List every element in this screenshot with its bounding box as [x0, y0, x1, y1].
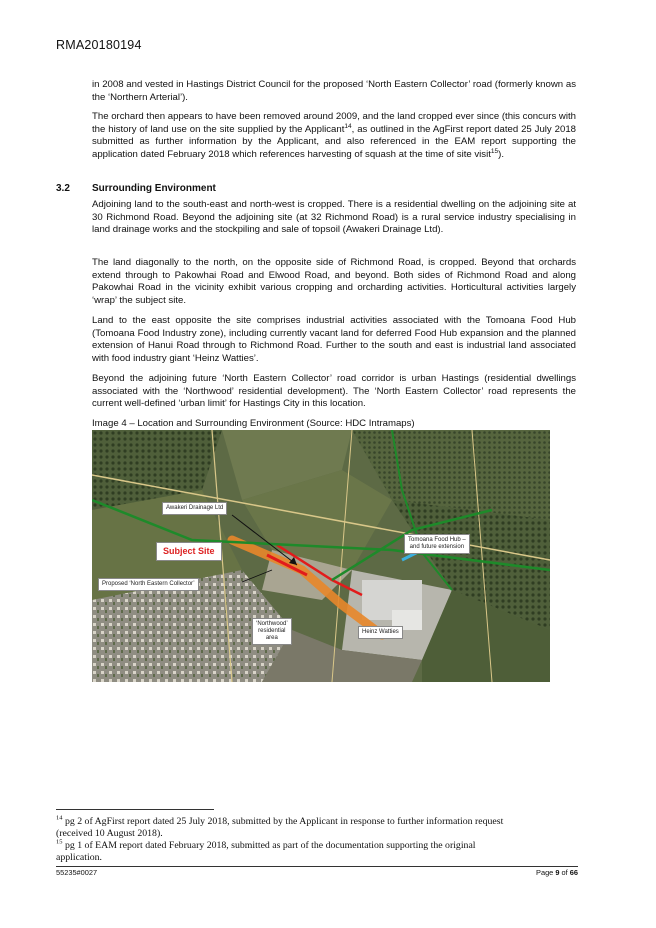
- label-tomoana-line-1: Tomoana Food Hub –: [408, 537, 466, 543]
- footer-page-of: of: [559, 868, 570, 877]
- footer-rule: [56, 866, 578, 867]
- paragraph-5: Land to the east opposite the site comprises industrial activities associated with the Tomoana Food Hub (Tomoana Food Industry zone), including currently vacant land for deferred Food Hub expansion and the planned extension of Hanui Road through to Richmond Road. Further to the south and east is industrial land associated with food industry giant ‘Heinz Watties’.: [92, 315, 576, 364]
- label-northwood-line-2: residential: [258, 628, 286, 634]
- paragraph-1: in 2008 and vested in Hastings District Council for the proposed ‘North Eastern Collector’ road (formerly known as the ‘Northern Arterial’).: [92, 79, 576, 103]
- label-tomoana-food-hub: [404, 534, 470, 554]
- footnote-ref-14: 14: [344, 122, 352, 130]
- document-reference: RMA20180194: [56, 38, 142, 52]
- footnote-separator: [56, 809, 214, 810]
- paragraph-2: [92, 111, 576, 161]
- footer-page-total: 66: [569, 868, 578, 877]
- footnote-15: [56, 840, 556, 864]
- paragraph-3: Adjoining land to the south-east and north-west is cropped. There is a residential dwelling on the adjoining site at 30 Richmond Road. Beyond the adjoining site (at 32 Richmond Road) is a rural service industry specialising in land drainage works and the stockpiling and sale of topsoil (Awakeri Drainage Ltd).: [92, 199, 576, 236]
- aerial-map: [92, 430, 550, 682]
- footnote-14-line-1: pg 2 of AgFirst report dated 25 July 2018, submitted by the Applicant in response to further information request: [62, 816, 504, 827]
- footnote-14-line-2: (received 10 August 2018).: [56, 828, 163, 839]
- label-heinz-watties: Heinz Watties: [358, 626, 403, 639]
- paragraph-2-text-b: , as outlined in the AgFirst report dated 25 July 2018 submitted as further information by the Applicant, and also referenced in the EAM report supporting the application dated February 2018 which references harvesting of squash at the time of site visit: [92, 123, 576, 160]
- image-caption: Image 4 – Location and Surrounding Environment (Source: HDC Intramaps): [92, 418, 415, 429]
- paragraph-2-text-c: ).: [498, 148, 505, 160]
- label-northwood-line-3: area: [265, 635, 278, 641]
- footnote-15-line-2: application.: [56, 852, 102, 863]
- footnote-ref-15: 15: [490, 147, 499, 155]
- section-number: 3.2: [56, 183, 70, 194]
- footer-page-prefix: Page: [536, 868, 556, 877]
- footer-document-id: 55235#0027: [56, 868, 98, 877]
- label-awakeri: Awakeri Drainage Ltd: [162, 502, 227, 515]
- paragraph-2-text-a: The orchard then appears to have been removed around 2009, and the land cropped ever since (this concurs with the history of land use on the site supplied by the Applicant: [92, 111, 576, 135]
- paragraph-6: Beyond the adjoining future ‘North Eastern Collector’ road corridor is urban Hastings (residential dwellings associated with the ‘Northwood’ residential development). The ‘North Eastern Collector’ road represents the current well-defined ‘urban limit’ for Hastings City in this location.: [92, 373, 576, 410]
- footer-page-number: [536, 868, 578, 877]
- label-northwood-line-1: ‘Northwood’: [256, 621, 288, 627]
- footnote-14-number: 14: [56, 814, 63, 822]
- footnote-14: [56, 816, 556, 840]
- paragraph-4: The land diagonally to the north, on the opposite side of Richmond Road, is cropped. Beyond that orchards extend through to Pakowhai Road and Elwood Road, and beyond. Both sides of Richmond Road and along Pakowhai Road in the vicinity exhibit various cropping and orcharding activities. Horticultural activities largely ‘wrap’ the subject site.: [92, 257, 576, 306]
- footnote-15-line-1: pg 1 of EAM report dated February 2018, submitted as part of the documentation supporting the original: [62, 840, 476, 851]
- footnote-15-number: 15: [56, 838, 63, 846]
- label-subject-site: Subject Site: [156, 542, 222, 561]
- footer-page-current: 9: [555, 868, 560, 877]
- label-northwood: [252, 618, 292, 645]
- section-title: Surrounding Environment: [92, 183, 216, 194]
- label-north-eastern-collector: Proposed ‘North Eastern Collector’: [98, 578, 199, 591]
- label-tomoana-line-2: and future extension: [409, 544, 465, 550]
